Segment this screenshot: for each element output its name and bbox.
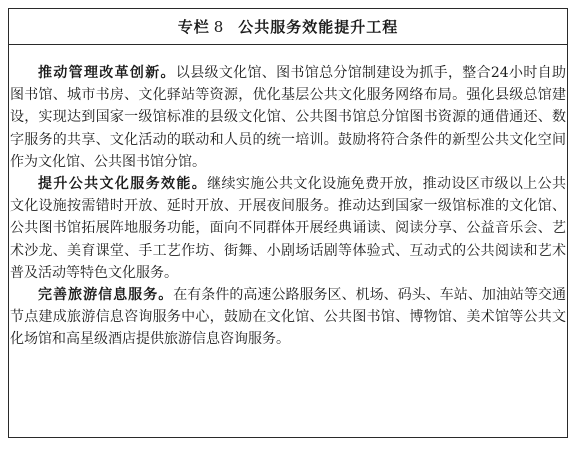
box-header (9, 9, 567, 45)
paragraph-tourism-info (10, 284, 566, 351)
header-title: 公共服务效能提升工程 (238, 18, 399, 36)
paragraph-body: 以县级文化馆、图书馆总分馆制建设为抓手，整合24小时自助图书馆、城市书房、文化驿站等资源，优化基层公共文化服务网络布局。强化县级总馆建设，实现达到国家一级馆标准的县级文化馆、公共图书馆总分馆图书资源的通借通还、数字服务的共享、文化活动的联动和人员的统一培训。鼓励将符合条件的新型公共文化空间作为文化馆、公共图书馆分馆。 (10, 65, 566, 170)
paragraph-lead: 推动管理改革创新。 (38, 65, 176, 81)
paragraph-lead: 完善旅游信息服务。 (38, 287, 174, 304)
paragraph-body: 继续实施公共文化设施免费开放，推动设区市级以上公共文化设施按需错时开放、延时开放、开展夜间服务。推动达到国家一级馆标准的文化馆、公共图书馆拓展阵地服务功能，面向不同群体开展经典诵读、阅读分享、公益音乐会、艺术沙龙、美育课堂、手工艺作坊、街舞、小剧场话剧等体验式、互动式的公共阅读和艺术普及活动等特色文化服务。 (10, 176, 567, 281)
paragraph-service-efficiency (10, 173, 566, 284)
header-number: 8 (213, 17, 225, 36)
box-content (10, 62, 566, 351)
paragraph-management-reform (10, 62, 566, 173)
paragraph-lead: 提升公共文化服务效能。 (38, 176, 208, 193)
paragraph-body: 在有条件的高速公路服务区、机场、码头、车站、加油站等交通节点建成旅游信息咨询服务中心，鼓励在文化馆、公共图书馆、博物馆、美术馆等公共文化场馆和高星级酒店提供旅游信息咨询服务。 (10, 287, 566, 348)
header-prefix: 专栏 (177, 18, 210, 36)
